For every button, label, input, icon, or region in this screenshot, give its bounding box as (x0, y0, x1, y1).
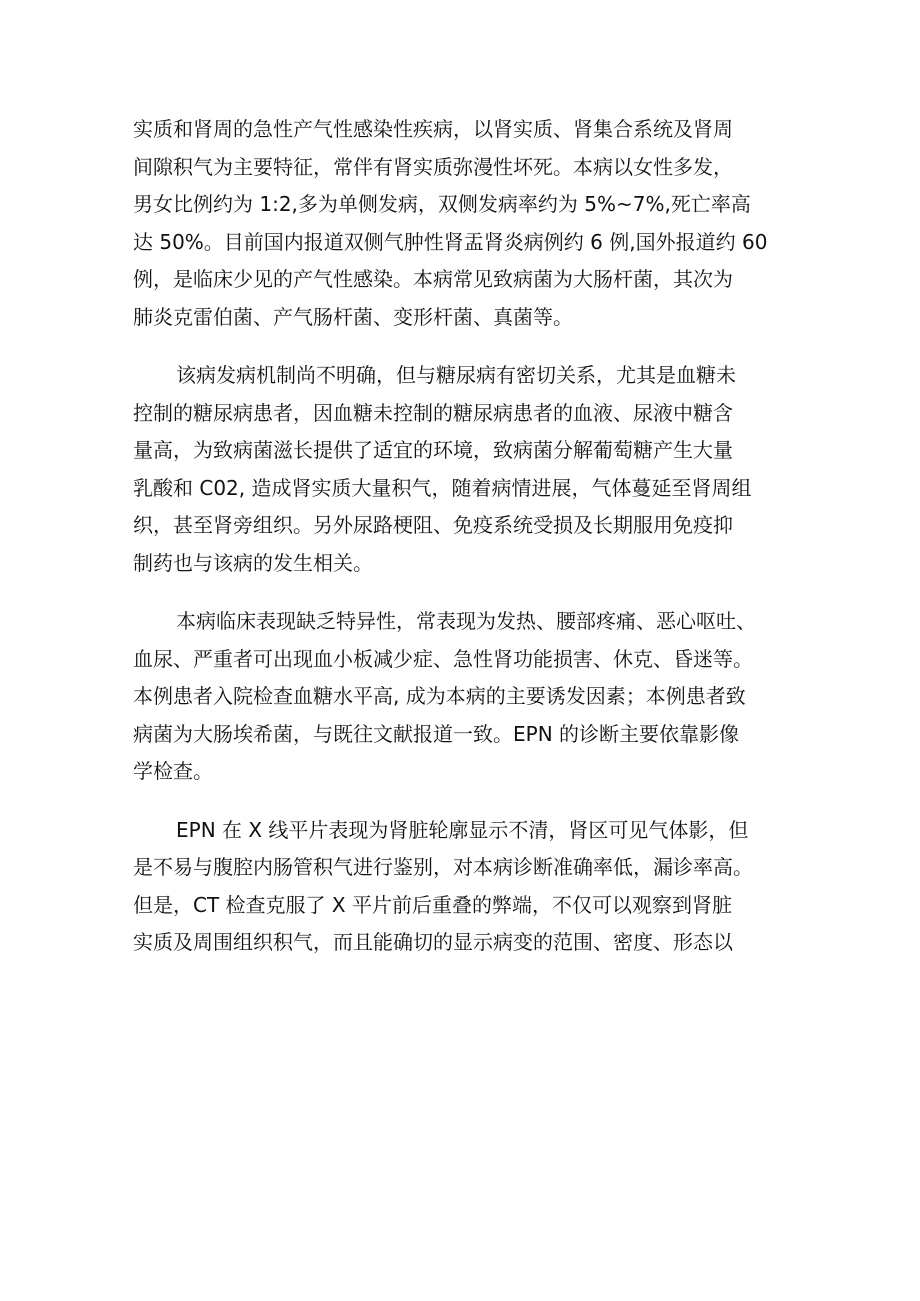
text-line: 血尿、严重者可出现血小板减少症、急性肾功能损害、休克、昏迷等。 (133, 646, 753, 671)
text-line: 该病发病机制尚不明确，但与糖尿病有密切关系，尤其是血糖未 (176, 363, 736, 387)
paragraph-etiology (133, 111, 793, 336)
text-line: 制药也与该病的发生相关。 (133, 550, 373, 575)
text-line: 乳酸和 C02, 造成肾实质大量积气，随着病情进展，气体蔓延至肾周组 (133, 475, 752, 500)
text-line: 间隙积气为主要特征，常伴有肾实质弥漫性坏死。本病以女性多发， (133, 154, 733, 179)
text-line: 控制的糖尿病患者，因血糖未控制的糖尿病患者的血液、尿液中糖含 (133, 400, 733, 425)
text-line: 本例患者入院检查血糖水平高, 成为本病的主要诱发因素；本例患者致 (133, 684, 746, 708)
text-line: 实质及周围组织积气，而且能确切的显示病变的范围、密度、形态以 (133, 930, 733, 954)
text-line: EPN 在 X 线平片表现为肾脏轮廓显示不清，肾区可见气体影，但 (176, 817, 749, 842)
paragraph-imaging (133, 812, 793, 962)
text-line: 本病临床表现缺乏特异性，常表现为发热、腰部疼痛、恶心呕吐、 (176, 609, 756, 633)
text-line: 实质和肾周的急性产气性感染性疾病，以肾实质、肾集合系统及肾周 (133, 117, 733, 141)
document-body (133, 111, 793, 962)
paragraph-pathogenesis (133, 357, 793, 582)
text-line: 织，甚至肾旁组织。另外尿路梗阻、免疫系统受损及长期服用免疫抑 (133, 513, 733, 537)
text-line: 例，是临床少见的产气性感染。本病常见致病菌为大肠杆菌，其次为 (133, 267, 733, 291)
text-line: 达 50%。目前国内报道双侧气肿性肾盂肾炎病例约 6 例,国外报道约 60 (133, 229, 768, 254)
text-line: 男女比例约为 1:2,多为单侧发病，双侧发病率约为 5%~7%,死亡率高 (133, 192, 751, 216)
text-line: 学检查。 (133, 759, 213, 783)
text-line: 肺炎克雷伯菌、产气肠杆菌、变形杆菌、真菌等。 (133, 304, 573, 329)
paragraph-clinical-presentation (133, 603, 793, 791)
text-line: 但是，CT 检查克服了 X 平片前后重叠的弊端，不仅可以观察到肾脏 (133, 892, 732, 917)
text-line: 是不易与腹腔内肠管积气进行鉴别，对本病诊断准确率低，漏诊率高。 (133, 855, 753, 879)
text-line: 量高，为致病菌滋长提供了适宜的环境，致病菌分解葡萄糖产生大量 (133, 438, 733, 462)
text-line: 病菌为大肠埃希菌，与既往文献报道一致。EPN 的诊断主要依靠影像 (133, 721, 740, 746)
